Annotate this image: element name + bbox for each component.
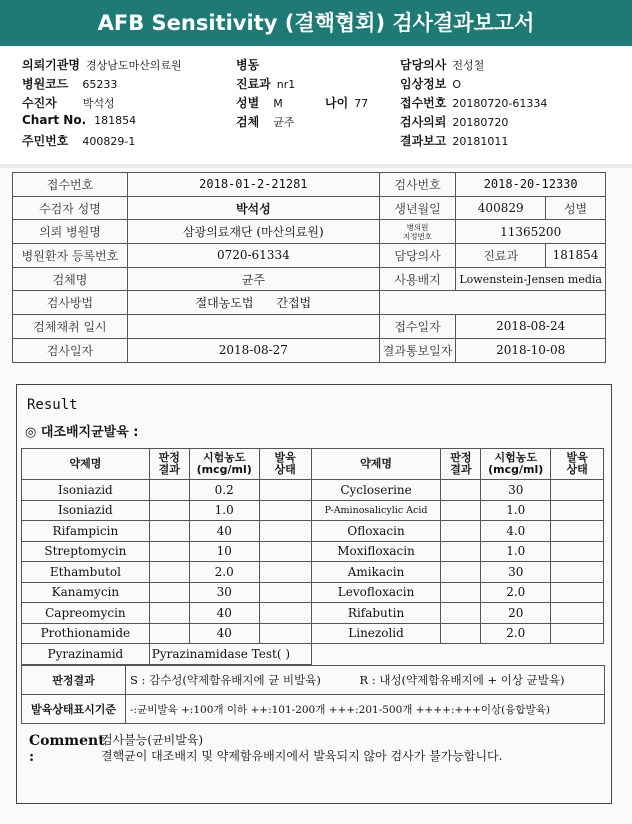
drug-name: Pyrazinamid	[22, 644, 150, 665]
drug-name: Prothionamide	[22, 623, 150, 644]
legend-row	[22, 695, 605, 724]
header-growth: 발육 상태	[259, 449, 311, 480]
legend-r-text: R : 내성(약제함유배지에 + 이상 균발육)	[356, 666, 605, 695]
legend-growth-label: 발육상태표시기준	[22, 695, 126, 724]
drug-name: Rifabutin	[311, 603, 441, 624]
growth-cell	[551, 603, 604, 624]
info-request-date: 검사의뢰 20180720	[400, 115, 509, 129]
concentration-value: 20	[481, 603, 551, 624]
judgement-cell	[149, 500, 189, 521]
drug-row	[22, 500, 604, 521]
judgement-cell	[441, 603, 481, 624]
info-resident-number: 주민번호 400829-1	[22, 134, 136, 148]
info-patient-name: 수진자 박석성	[22, 96, 115, 110]
form-value: 2018-01-2-21281	[127, 173, 379, 197]
form-label: 접수번호	[13, 173, 128, 197]
legend-row	[22, 666, 605, 695]
judgement-cell	[149, 603, 189, 624]
drug-row	[22, 623, 604, 644]
sensitivity-table	[21, 448, 604, 665]
growth-cell	[551, 521, 604, 542]
concentration-value: 4.0	[481, 521, 551, 542]
growth-cell	[259, 562, 311, 583]
concentration-value: 2.0	[189, 562, 259, 583]
form-label: 성별	[546, 196, 606, 220]
form-row	[13, 196, 606, 220]
info-ward: 병동	[236, 58, 260, 72]
form-label: 의뢰 병원명	[13, 220, 128, 244]
info-department: 진료과 nr1	[236, 77, 296, 91]
drug-name: Linezolid	[311, 623, 441, 644]
growth-cell	[551, 582, 604, 603]
form-row	[13, 315, 606, 339]
growth-cell	[551, 623, 604, 644]
growth-cell	[259, 603, 311, 624]
comment-label: Comment :	[29, 733, 105, 765]
concentration-value: 2.0	[481, 582, 551, 603]
pyrazinamidase-test: Pyrazinamidase Test( )	[149, 644, 311, 665]
form-row	[13, 244, 606, 268]
form-label: 병의원 지정번호	[379, 220, 456, 244]
form-empty-cell	[379, 291, 605, 315]
header-growth: 발육 상태	[551, 449, 604, 480]
header-concentration: 시험농도 (mcg/ml)	[481, 449, 551, 480]
growth-cell	[259, 500, 311, 521]
growth-cell	[551, 562, 604, 583]
drug-name: Capreomycin	[22, 603, 150, 624]
info-attending-doctor: 담당의사 전성철	[400, 58, 485, 72]
judgement-cell	[441, 562, 481, 583]
form-label: 결과통보일자	[379, 338, 456, 362]
concentration-value: 40	[189, 603, 259, 624]
judgement-cell	[149, 541, 189, 562]
form-row	[13, 173, 606, 197]
form-value: 0720-61334	[127, 244, 379, 268]
header-judgement: 판정 결과	[441, 449, 481, 480]
legend-judgement-label: 판정결과	[22, 666, 126, 695]
form-label: 검사번호	[379, 173, 456, 197]
request-form-table	[12, 172, 606, 363]
judgement-cell	[149, 521, 189, 542]
form-label: 검체명	[13, 267, 128, 291]
growth-cell	[259, 480, 311, 501]
form-row	[13, 291, 606, 315]
legend-growth-text: -:균비발육 +:100개 이하 ++:101-200개 +++:201-500개 ++++:+++이상(융합발육)	[126, 695, 605, 724]
form-value: 400829	[456, 196, 546, 220]
form-label: 병원환자 등록번호	[13, 244, 128, 268]
form-label: 담당의사	[379, 244, 456, 268]
judgement-cell	[441, 541, 481, 562]
sensitivity-header-row	[22, 449, 604, 480]
drug-row	[22, 582, 604, 603]
concentration-value: 1.0	[481, 541, 551, 562]
pyrazinamide-row	[22, 644, 604, 665]
legend-s-text: S : 감수성(약제함유배지에 균 비발육)	[126, 666, 356, 695]
form-value: 2018-08-27	[127, 338, 379, 362]
drug-row	[22, 541, 604, 562]
form-value: 11365200	[456, 220, 606, 244]
drug-name: Streptomycin	[22, 541, 150, 562]
form-row	[13, 267, 606, 291]
concentration-value: 10	[189, 541, 259, 562]
concentration-value: 30	[481, 480, 551, 501]
form-label: 접수일자	[379, 315, 456, 339]
drug-row	[22, 480, 604, 501]
form-label: 검사방법	[13, 291, 128, 315]
form-value: 균주	[127, 267, 379, 291]
control-medium-growth: ◎ 대조배지균발육 :	[25, 425, 139, 440]
form-label: 검체채취 일시	[13, 315, 128, 339]
form-value: 2018-20-12330	[456, 173, 606, 197]
concentration-value: 1.0	[189, 500, 259, 521]
info-receipt-number: 접수번호 20180720-61334	[400, 96, 548, 110]
judgement-cell	[149, 480, 189, 501]
form-empty-cell	[127, 315, 379, 339]
form-label: 사용배지	[379, 267, 456, 291]
info-clinical-info: 임상정보 O	[400, 77, 462, 91]
form-label: 검사일자	[13, 338, 128, 362]
judgement-cell	[441, 623, 481, 644]
drug-name: Levofloxacin	[311, 582, 441, 603]
info-sex: 성별 M	[236, 96, 283, 110]
form-value: 박석성	[127, 196, 379, 220]
judgement-cell	[441, 521, 481, 542]
form-value: 181854	[546, 244, 606, 268]
legend-table	[21, 665, 605, 724]
growth-cell	[259, 521, 311, 542]
judgement-cell	[441, 480, 481, 501]
form-row	[13, 338, 606, 362]
growth-cell	[551, 500, 604, 521]
growth-cell	[259, 623, 311, 644]
drug-name: Cycloserine	[311, 480, 441, 501]
judgement-cell	[149, 623, 189, 644]
drug-row	[22, 603, 604, 624]
growth-cell	[551, 480, 604, 501]
header-drug: 약제명	[311, 449, 441, 480]
concentration-value: 30	[189, 582, 259, 603]
judgement-cell	[441, 582, 481, 603]
report-title: AFB Sensitivity (결핵협회) 검사결과보고서	[0, 0, 632, 46]
drug-name: Moxifloxacin	[311, 541, 441, 562]
drug-name: Isoniazid	[22, 480, 150, 501]
form-label: 진료과	[456, 244, 546, 268]
info-requesting-institution: 의뢰기관명 경상남도마산의료원	[22, 58, 182, 72]
growth-cell	[551, 541, 604, 562]
comment-line: 결핵균이 대조배지 및 약제함유배지에서 발육되지 않아 검사가 불가능합니다.	[101, 749, 503, 763]
drug-name: Isoniazid	[22, 500, 150, 521]
header-concentration: 시험농도 (mcg/ml)	[189, 449, 259, 480]
info-age: 나이 77	[325, 96, 369, 110]
drug-name: P-Aminosalicylic Acid	[311, 500, 441, 521]
drug-name: Amikacin	[311, 562, 441, 583]
info-hospital-code: 병원코드 65233	[22, 77, 118, 91]
growth-cell	[259, 541, 311, 562]
info-report-date: 결과보고 20181011	[400, 134, 509, 148]
form-label: 생년월일	[379, 196, 456, 220]
patient-info-panel	[0, 46, 632, 164]
form-label: 수검자 성명	[13, 196, 128, 220]
drug-name: Rifampicin	[22, 521, 150, 542]
drug-name: Ethambutol	[22, 562, 150, 583]
judgement-cell	[149, 562, 189, 583]
concentration-value: 1.0	[481, 500, 551, 521]
form-value: 2018-08-24	[456, 315, 606, 339]
growth-cell	[259, 582, 311, 603]
form-value: 절대농도법 간접법	[127, 291, 379, 315]
drug-name: Kanamycin	[22, 582, 150, 603]
form-value: 삼광의료재단 (마산의료원)	[127, 220, 379, 244]
form-value: 2018-10-08	[456, 338, 606, 362]
header-judgement: 판정 결과	[149, 449, 189, 480]
drug-name: Ofloxacin	[311, 521, 441, 542]
info-chart-number: Chart No. 181854	[22, 113, 137, 127]
empty-cell	[311, 644, 603, 665]
form-value: Lowenstein-Jensen media	[456, 267, 606, 291]
drug-row	[22, 521, 604, 542]
concentration-value: 40	[189, 521, 259, 542]
concentration-value: 30	[481, 562, 551, 583]
result-section	[16, 384, 612, 804]
header-drug: 약제명	[22, 449, 150, 480]
form-row	[13, 220, 606, 244]
concentration-value: 2.0	[481, 623, 551, 644]
result-title: Result	[27, 397, 78, 413]
comment-line: 검사불능(균비발육)	[101, 733, 204, 747]
judgement-cell	[149, 582, 189, 603]
concentration-value: 40	[189, 623, 259, 644]
info-specimen: 검체 균주	[236, 115, 295, 129]
concentration-value: 0.2	[189, 480, 259, 501]
judgement-cell	[441, 500, 481, 521]
drug-row	[22, 562, 604, 583]
